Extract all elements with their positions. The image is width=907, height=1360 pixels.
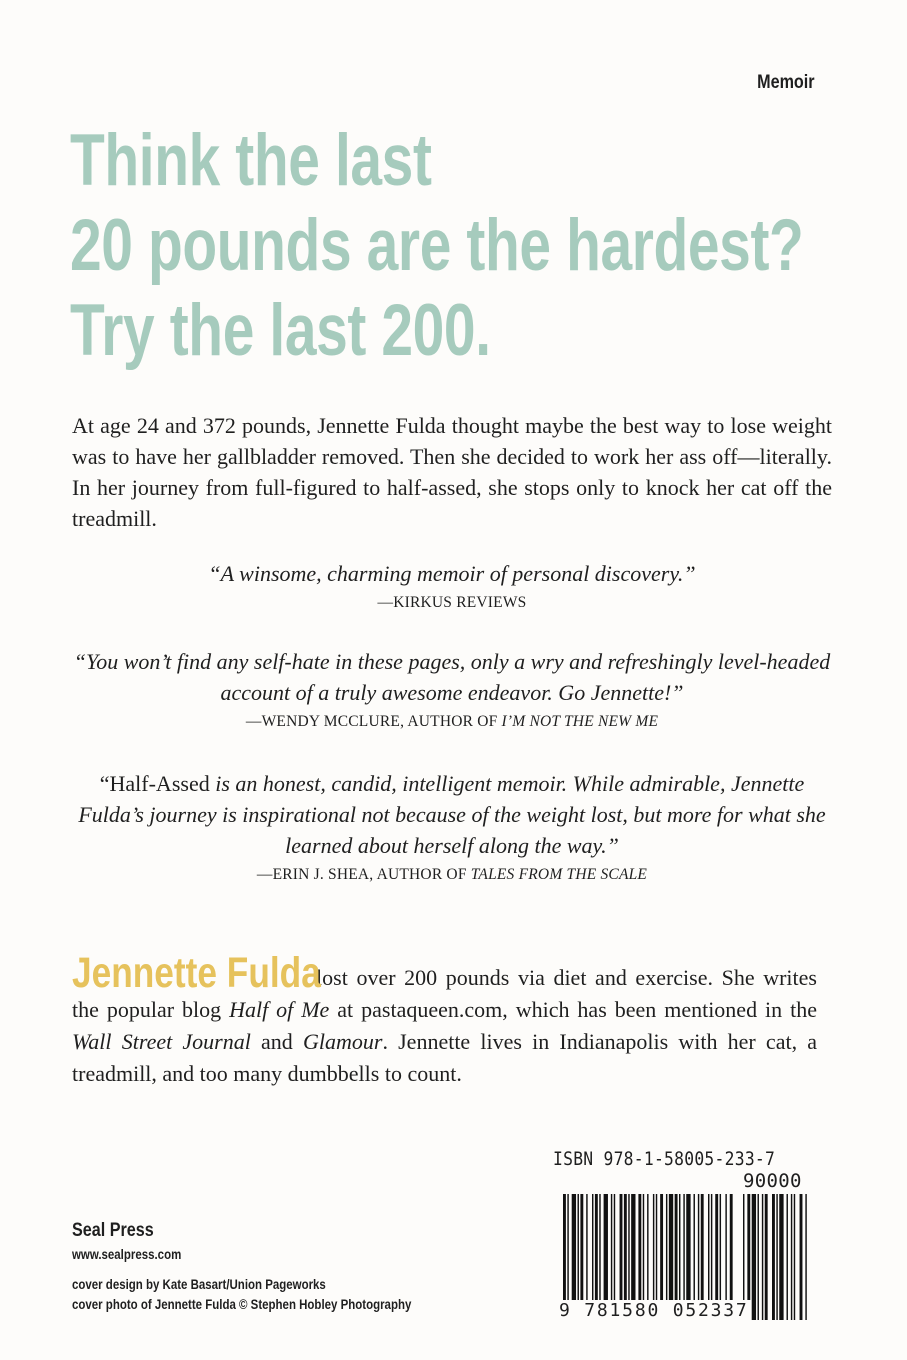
- attribution-book-title: I’M NOT THE NEW ME: [501, 713, 659, 730]
- barcode-bar: [611, 1194, 612, 1312]
- barcode-bar: [730, 1194, 733, 1312]
- price-code: 90000: [743, 1170, 802, 1192]
- barcode-bar: [578, 1194, 579, 1312]
- barcode-bar: [656, 1194, 657, 1312]
- barcode: [553, 1148, 813, 1326]
- barcode-bar: [679, 1194, 680, 1312]
- barcode-bar: [698, 1194, 699, 1312]
- barcode-bar: [791, 1194, 792, 1320]
- barcode-bar: [686, 1194, 690, 1312]
- barcode-bar: [599, 1194, 600, 1312]
- barcode-bar: [683, 1194, 684, 1312]
- barcode-bar: [794, 1194, 795, 1320]
- barcode-bar: [675, 1194, 678, 1312]
- quote-attribution: —KIRKUS REVIEWS: [377, 594, 527, 611]
- attribution-author: —ERIN J. SHEA, AUTHOR OF: [256, 866, 471, 883]
- barcode-bar: [694, 1194, 695, 1312]
- barcode-bar: [669, 1194, 673, 1312]
- barcode-bar: [624, 1194, 627, 1312]
- publisher-name: Seal Press: [72, 1220, 154, 1241]
- barcode-bar: [779, 1194, 783, 1320]
- barcode-bar: [762, 1194, 763, 1320]
- review-quote: [72, 558, 832, 614]
- barcode-bar: [701, 1194, 704, 1312]
- barcode-bar: [772, 1194, 775, 1320]
- quote-book-title: “Half-Assed: [99, 771, 210, 796]
- barcode-bar: [715, 1194, 718, 1312]
- review-quote: [72, 768, 832, 886]
- publication-name: Wall Street Journal: [72, 1029, 251, 1054]
- barcode-bar: [563, 1194, 566, 1312]
- barcode-bar: [800, 1194, 803, 1320]
- barcode-bar: [580, 1194, 583, 1312]
- quote-body: is an honest, candid, intelligent memoir. While admirable, Jennette Fulda’s journey is inspirational not because of the weight lost, but more for what she learned about herself along the way.”: [78, 771, 826, 858]
- barcode-bar: [586, 1194, 587, 1312]
- bio-text: at pastaqueen.com, which has been mentioned in the: [329, 997, 817, 1022]
- barcode-bar: [765, 1194, 768, 1320]
- barcode-bar: [805, 1194, 806, 1320]
- headline-line: Try the last 200.: [70, 290, 491, 371]
- quote-attribution: [72, 711, 832, 733]
- barcode-bar: [752, 1194, 756, 1320]
- cover-design-credit: cover design by Kate Basart/Union Pageworks: [72, 1277, 326, 1292]
- publisher-website: www.sealpress.com: [72, 1247, 182, 1262]
- quote-text: [72, 768, 832, 861]
- barcode-bar: [604, 1194, 608, 1312]
- barcode-bar: [787, 1194, 788, 1320]
- book-blurb: At age 24 and 372 pounds, Jennette Fulda thought maybe the best way to lose weight was to have her gallbladder removed. Then she decided to work her ass off—literally. In her journey from full-figured to half-assed, she stops only to knock her cat off the treadmill.: [72, 413, 832, 531]
- blog-name: Half of Me: [229, 997, 330, 1022]
- barcode-bar: [567, 1194, 568, 1312]
- isbn-label: ISBN 978-1-58005-233-7: [553, 1148, 776, 1170]
- barcode-bar: [595, 1194, 598, 1312]
- headline-line: 20 pounds are the hardest?: [70, 205, 804, 286]
- barcode-bar: [620, 1194, 623, 1312]
- barcode-bar: [758, 1194, 759, 1320]
- barcode-bar: [572, 1194, 576, 1312]
- barcode-bar: [720, 1194, 721, 1312]
- quote-text: “A winsome, charming memoir of personal discovery.”: [208, 561, 696, 586]
- barcode-bar: [628, 1194, 629, 1312]
- bio-text: lost over 200 pounds via diet and exercise. She writes the popular blog: [72, 965, 817, 1022]
- attribution-author: —WENDY MCCLURE, AUTHOR OF: [245, 713, 502, 730]
- barcode-bar: [614, 1194, 615, 1312]
- author-bio: [72, 949, 818, 1090]
- barcode-bar: [776, 1194, 777, 1320]
- barcode-bar: [711, 1194, 712, 1312]
- barcode-bar: [666, 1194, 667, 1312]
- barcode-bar: [653, 1194, 654, 1312]
- barcode-bar: [592, 1194, 593, 1312]
- bio-text: . Jennette lives in Indianapolis with her cat, a treadmill, and too many dumbbells to count.: [72, 1029, 818, 1086]
- publication-name: Glamour: [302, 1029, 383, 1054]
- barcode-bar: [643, 1194, 644, 1312]
- barcode-bar: [660, 1194, 663, 1312]
- headline-line: Think the last: [70, 120, 432, 201]
- quote-text: “You won’t find any self-hate in these pages, only a wry and refreshingly level-headed account of a truly awesome endeavor. Go Jennette!”: [73, 649, 831, 705]
- barcode-bar: [631, 1194, 635, 1312]
- headline: [70, 118, 850, 373]
- cover-photo-credit: cover photo of Jennette Fulda © Stephen Hobley Photography: [72, 1297, 412, 1312]
- quote-attribution: [72, 864, 832, 886]
- author-name: Jennette Fulda: [72, 949, 321, 997]
- barcode-bar: [638, 1194, 641, 1312]
- review-quote: [72, 646, 832, 733]
- barcode-bar: [647, 1194, 648, 1312]
- attribution-book-title: TALES FROM THE SCALE: [470, 866, 648, 883]
- barcode-bar: [725, 1194, 726, 1312]
- bio-text: and: [250, 1029, 303, 1054]
- barcode-bar: [708, 1194, 709, 1312]
- category-label: Memoir: [757, 72, 815, 93]
- barcode-digits: 9 781580 052337: [559, 1300, 749, 1321]
